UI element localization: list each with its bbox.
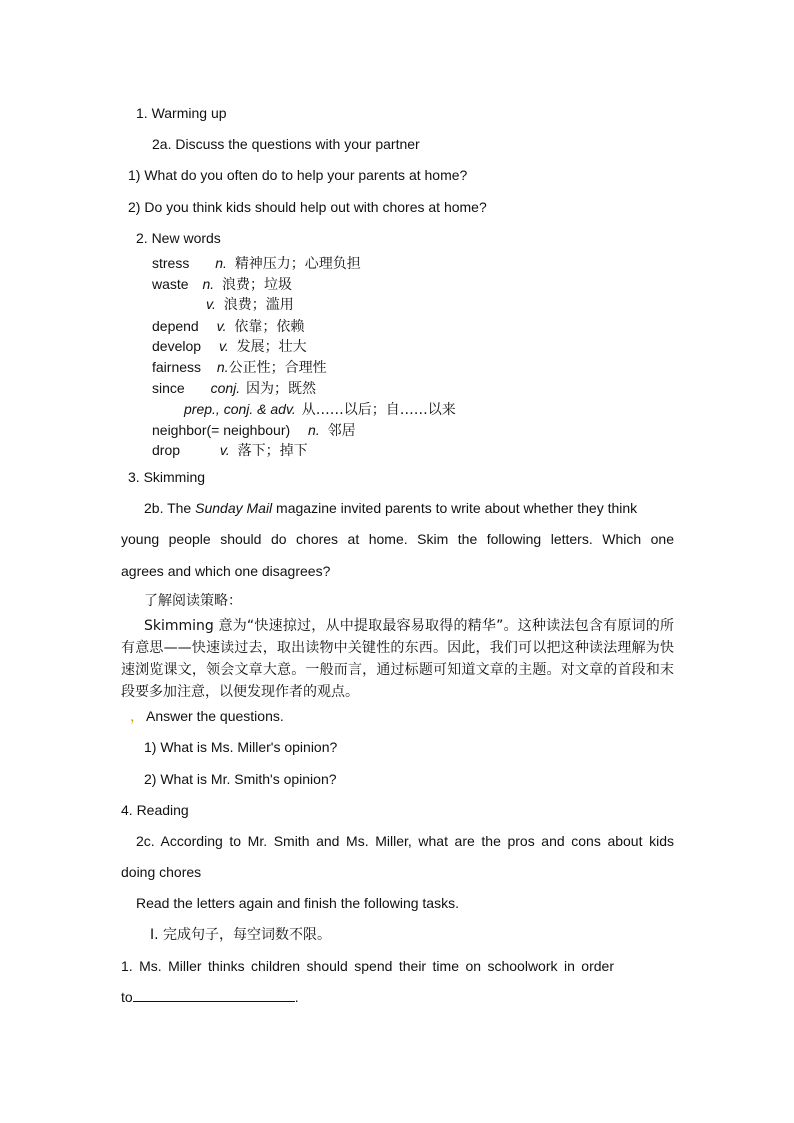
bullet-mark: ，: [130, 708, 144, 724]
vocab-pos: v.: [216, 318, 227, 334]
sentence-1-line-2: [121, 988, 299, 1006]
section-heading-new-words: 2. New words: [136, 230, 221, 246]
vocab-item: [152, 275, 292, 294]
vocab-pos: n.: [215, 255, 227, 271]
task-2a: 2a. Discuss the questions with your partner: [152, 136, 420, 152]
skimming-question-2: 2) What is Mr. Smith's opinion?: [144, 771, 337, 787]
vocab-pos: n.: [202, 276, 215, 292]
task-2b-line-1: [144, 499, 637, 517]
task-2b-prefix: 2b. The: [144, 500, 196, 516]
vocab-item: [152, 358, 327, 377]
task-2b-line-3: agrees and which one disagrees?: [121, 563, 331, 579]
task-2b-line-2: young people should do chores at home. Skim the following letters. Which one: [121, 531, 674, 547]
vocab-item: [152, 441, 308, 460]
part-i-heading: I. 完成句子，每空词数不限。: [150, 927, 332, 943]
vocab-word: neighbor(= neighbour): [152, 422, 291, 438]
vocab-pos: n.: [308, 422, 320, 438]
question-2: 2) Do you think kids should help out with chores at home?: [128, 199, 487, 215]
vocab-word: develop: [152, 338, 202, 354]
vocab-meaning: 从……以后；自……以来: [301, 402, 456, 418]
vocab-word: depend: [152, 318, 199, 334]
vocab-meaning: 公正性；合理性: [228, 360, 327, 376]
vocab-item: [184, 400, 456, 419]
sentence-1-prefix: to: [121, 989, 133, 1005]
vocab-word: waste: [152, 276, 189, 292]
question-1: 1) What do you often do to help your parents at home?: [128, 167, 468, 183]
section-heading-warming-up: 1. Warming up: [136, 105, 227, 121]
section-heading-skimming: 3. Skimming: [128, 469, 206, 485]
sentence-1-end: .: [294, 989, 299, 1005]
vocab-item: [152, 317, 304, 336]
strategy-paragraph: Skimming 意为“快速掠过，从中提取最容易取得的精华”。这种读法包含有原词的所有意思——快速读过去，取出读物中关键性的东西。因此，我们可以把这种读法理解为快速浏览课文，领会文章大意。一般而言，通过标题可知道文章的主题。对文章的首段和末段要多加注意，以便发现作者的观点。: [121, 618, 674, 700]
vocab-word: fairness: [152, 359, 202, 375]
vocab-meaning: 浪费；滥用: [223, 297, 294, 313]
vocab-pos: n.: [216, 359, 229, 375]
section-heading-reading: 4. Reading: [121, 802, 189, 818]
answer-instruction: [130, 707, 284, 725]
vocab-item: [152, 379, 316, 398]
vocab-meaning: 落下；掉下: [237, 443, 308, 459]
vocab-item: [206, 295, 294, 314]
vocab-item: [152, 254, 361, 273]
task-2b-rest: magazine invited parents to write about whether they think: [272, 500, 638, 516]
magazine-title: Sunday Mail: [195, 500, 273, 516]
vocab-meaning: 发展；壮大: [236, 339, 307, 355]
vocab-pos: conj.: [210, 380, 241, 396]
vocab-word: stress: [152, 255, 190, 271]
task-2c-line-1: 2c. According to Mr. Smith and Ms. Miller, what are the pros and cons about kids: [136, 833, 674, 849]
vocab-word: drop: [152, 442, 181, 458]
skimming-question-1: 1) What is Ms. Miller's opinion?: [144, 739, 338, 755]
strategy-title: 了解阅读策略：: [144, 593, 242, 609]
sentence-1-line-1: 1. Ms. Miller thinks children should spend their time on schoolwork in order: [121, 958, 614, 974]
vocab-item: [152, 421, 356, 440]
vocab-meaning: 浪费；垃圾: [222, 277, 293, 293]
vocab-meaning: 邻居: [327, 423, 356, 439]
vocab-pos: prep., conj. & adv.: [184, 401, 296, 417]
fill-in-blank[interactable]: [133, 989, 295, 1002]
vocab-meaning: 依靠；依赖: [234, 319, 305, 335]
vocab-meaning: 因为；既然: [246, 381, 317, 397]
reading-instruction: Read the letters again and finish the following tasks.: [136, 895, 459, 911]
task-2c-line-2: doing chores: [121, 864, 202, 880]
vocab-pos: v.: [219, 442, 230, 458]
vocab-word: since: [152, 380, 185, 396]
vocab-meaning: 精神压力；心理负担: [234, 256, 361, 272]
vocab-pos: v.: [218, 338, 229, 354]
vocab-item: [152, 337, 307, 356]
answer-label: Answer the questions.: [146, 708, 284, 724]
vocab-pos: v.: [206, 296, 216, 312]
